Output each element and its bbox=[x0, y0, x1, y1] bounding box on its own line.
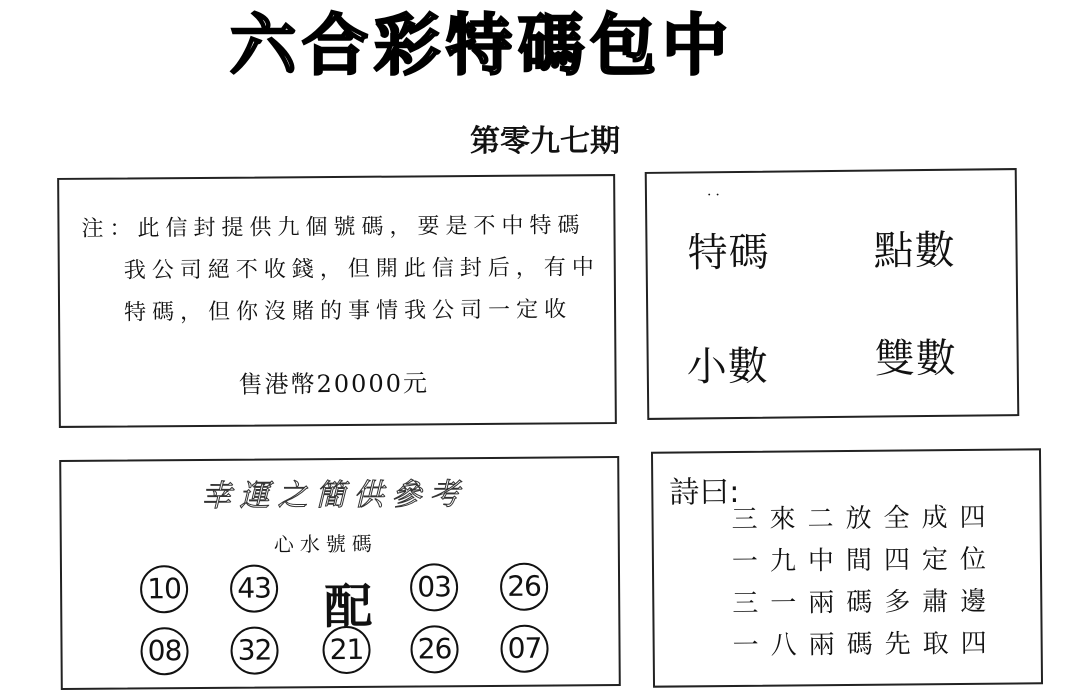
poem-line-4: 一八兩碼先取四 bbox=[732, 628, 999, 662]
term-points: 點數 bbox=[873, 227, 956, 275]
poem-line-2: 一九中間四定位 bbox=[731, 544, 999, 578]
number-ball: 26 bbox=[410, 625, 458, 673]
notice-box bbox=[57, 174, 617, 428]
page-title: 六合彩特碼包中 bbox=[230, 7, 734, 84]
notice-line-2: 我公司絕不收錢，但開此信封后，有中 bbox=[123, 255, 600, 284]
lucky-title: 幸運之簡供參考 bbox=[201, 477, 468, 514]
number-ball: 26 bbox=[500, 563, 548, 611]
term-special-number: 特碼 bbox=[687, 229, 770, 277]
number-ball: 10 bbox=[140, 565, 188, 613]
poem-box bbox=[651, 448, 1043, 687]
notice-line-1: 注：此信封提供九個號碼，要是不中特碼 bbox=[81, 213, 586, 242]
term-even: 雙數 bbox=[874, 335, 957, 383]
lucky-subtitle: 心水號碼 bbox=[273, 531, 378, 557]
dots-mark: .. bbox=[706, 183, 724, 200]
poem-line-3: 三一兩碼多肅邊 bbox=[732, 586, 999, 620]
lucky-numbers-box bbox=[59, 456, 621, 690]
number-ball: 21 bbox=[322, 626, 370, 674]
poem-line-1: 三來二放全成四 bbox=[731, 502, 998, 536]
number-ball: 43 bbox=[230, 564, 278, 612]
poem-title: 詩曰: bbox=[669, 474, 740, 511]
term-small: 小數 bbox=[686, 343, 769, 391]
pei-character: 配 bbox=[324, 578, 373, 636]
notice-line-3: 特碼，但你沒賭的事情我公司一定收 bbox=[123, 297, 573, 326]
price-text: 售港幣20000元 bbox=[238, 369, 430, 399]
issue-number: 第零九七期 bbox=[470, 124, 620, 159]
number-ball: 08 bbox=[140, 627, 188, 675]
number-ball: 32 bbox=[230, 626, 278, 674]
number-ball: 07 bbox=[500, 625, 548, 673]
terms-box bbox=[645, 168, 1020, 420]
number-ball: 03 bbox=[410, 563, 458, 611]
